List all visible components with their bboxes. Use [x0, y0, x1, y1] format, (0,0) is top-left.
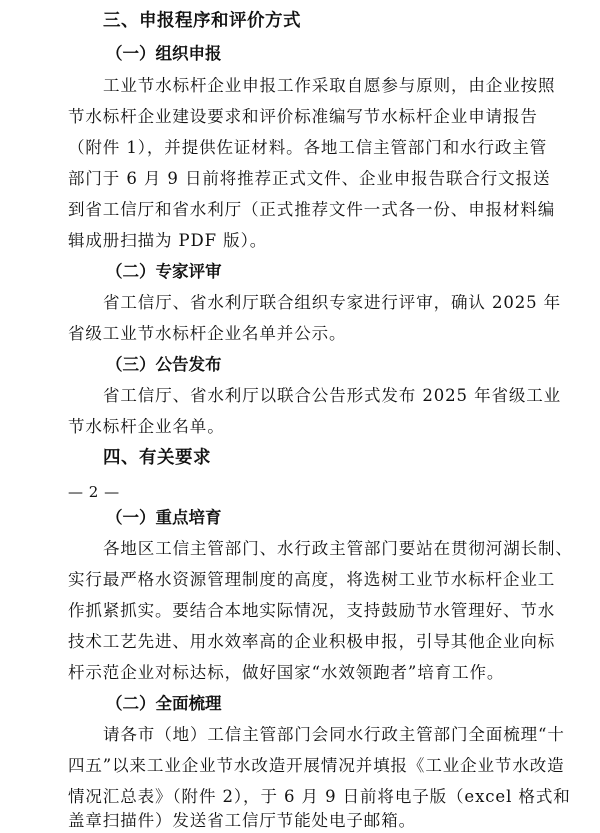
paragraph-line: 省工信厅、省水利厅以联合公告形式发布 2025 年省级工业	[103, 386, 562, 405]
section-heading-3: 三、申报程序和评价方式	[103, 11, 301, 31]
paragraph-line: 实行最严格水资源管理制度的高度，将选树工业节水标杆企业工	[68, 570, 556, 589]
paragraph-line: 辑成册扫描为 PDF 版）。	[68, 231, 268, 250]
section-heading-4: 四、有关要求	[103, 448, 211, 468]
paragraph-line: 节水标杆企业建设要求和评价标准编写节水标杆企业申请报告	[68, 107, 538, 126]
paragraph-line: （附件 1），并提供佐证材料。各地工信主管部门和水行政主管	[68, 138, 548, 157]
paragraph-line: 省工信厅、省水利厅联合组织专家进行评审，确认 2025 年	[103, 293, 562, 312]
paragraph-line: 省级工业节水标杆企业名单并公示。	[68, 324, 347, 343]
subheading-comprehensive-review: （二）全面梳理	[106, 694, 222, 713]
paragraph-line: 各地区工信主管部门、水行政主管部门要站在贯彻河湖长制、	[103, 539, 573, 558]
subheading-key-cultivation: （一）重点培育	[106, 508, 222, 527]
paragraph-line: 情况汇总表》（附件 2），于 6 月 9 日前将电子版（excel 格式和	[68, 787, 571, 806]
paragraph-line: 作抓紧抓实。要结合本地实际情况，支持鼓励节水管理好、节水	[68, 601, 556, 620]
subheading-organize-application: （一）组织申报	[106, 44, 222, 63]
paragraph-line: 工业节水标杆企业申报工作采取自愿参与原则，由企业按照	[103, 76, 556, 95]
paragraph-line: 杆示范企业对标达标，做好国家“水效领跑者”培育工作。	[68, 663, 505, 682]
paragraph-line: 节水标杆企业名单。	[68, 417, 225, 436]
subheading-announcement: （三）公告发布	[106, 355, 222, 374]
paragraph-line: 技术工艺先进、用水效率高的企业积极申报，引导其他企业向标	[68, 632, 556, 651]
paragraph-line: 四五”以来工业企业节水改造开展情况并填报《工业企业节水改造	[68, 756, 565, 775]
paragraph-line: 部门于 6 月 9 日前将推荐正式文件、企业申报告联合行文报送	[68, 169, 551, 188]
page-number: — 2 —	[68, 483, 120, 501]
paragraph-line: 到省工信厅和省水利厅（正式推荐文件一式各一份、申报材料编	[68, 200, 556, 219]
paragraph-line: 盖章扫描件）发送省工信厅节能处电子邮箱。	[68, 811, 416, 830]
subheading-expert-review: （二）专家评审	[106, 262, 222, 281]
paragraph-line: 请各市（地）工信主管部门会同水行政主管部门全面梳理“十	[103, 725, 565, 744]
